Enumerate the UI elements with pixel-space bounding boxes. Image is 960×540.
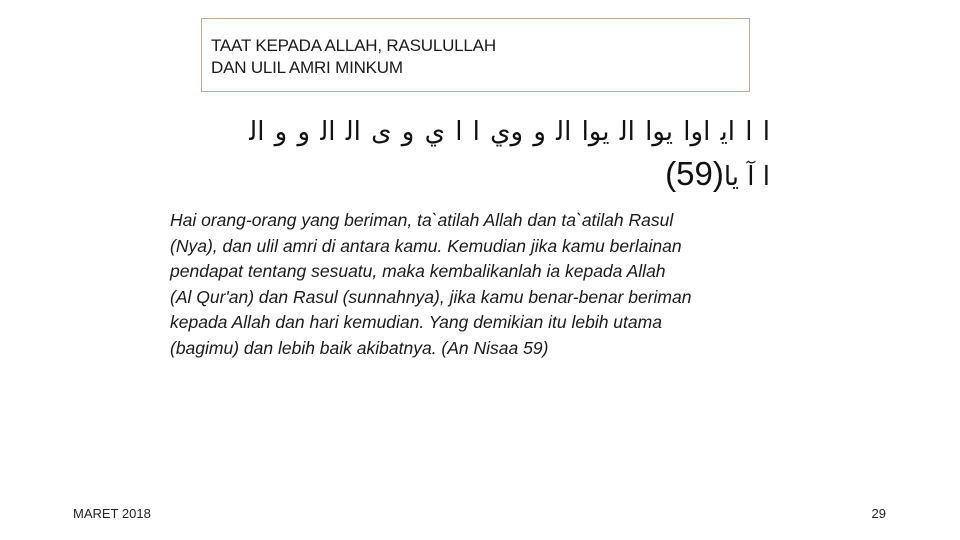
translation-line-2: (Nya), dan ulil amri di antara kamu. Kemudian jika kamu berlainan: [170, 235, 682, 256]
verse-translation: [170, 208, 830, 361]
arabic-verse-line-1: ﺍ ﺍ ﺍﻳ ﺍﻭﺍ ﻳﻮﺍ ﺍﻟ ﻳﻮﺍ ﺍﻟ ﻭ ﻭﻱ ﺍ ﺍ ﻱ ﻭ ﻯ ﺍﻟ ﺍﻟ ﻭ ﻭ ﺍﻟ: [249, 117, 770, 147]
translation-line-6: (bagimu) dan lebih baik akibatnya. (An Nisaa 59): [170, 337, 549, 358]
translation-line-1: Hai orang-orang yang beriman, ta`atilah Allah dan ta`atilah Rasul: [170, 210, 674, 230]
translation-line-4: (Al Qur'an) dan Rasul (sunnahnya), jika kamu benar-benar beriman: [170, 286, 692, 307]
page-number: 29: [871, 506, 886, 521]
arabic-verse-line-2: [150, 152, 770, 199]
translation-line-3: pendapat tentang sesuatu, maka kembalikanlah ia kepada Allah: [170, 261, 666, 281]
footer-date: MARET 2018: [73, 506, 151, 521]
verse-number: (59): [665, 155, 724, 192]
arabic-verse-line-2-text: ﺍ ﺁ ﻳﺎ: [723, 162, 770, 192]
title-box: [201, 18, 750, 92]
translation-line-5: kepada Allah dan hari kemudian. Yang demikian itu lebih utama: [170, 312, 662, 332]
slide-title-line-1: TAAT KEPADA ALLAH, RASULULLAH: [211, 36, 496, 55]
slide-title-line-2: DAN ULIL AMRI MINKUM: [211, 58, 403, 77]
